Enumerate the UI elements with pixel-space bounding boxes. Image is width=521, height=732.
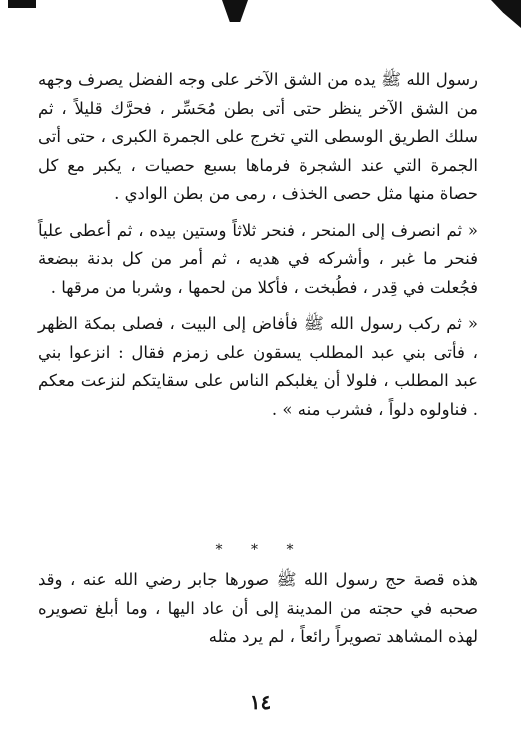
page-body-text bbox=[38, 66, 478, 432]
section-separator: * * * bbox=[215, 542, 306, 558]
scan-edge-mark-left bbox=[8, 0, 36, 8]
paragraph-sacrifice: « ثم انصرف إلى المنحر ، فنحر ثلاثاً وستين بيده ، ثم أعطى علياً فنحر ما غبر ، وأشركه في هديه ، ثم أمر من كل بدنة ببضعة فجُعلت في قِدر ، فطُبخت ، فأكلا من لحمها ، وشربا من مرقها . bbox=[38, 220, 478, 297]
paragraph-jabir-summary: هذه قصة حج رسول الله ﷺ صورها جابر رضي الله عنه ، وقد صحبه في حجته من المدينة إلى أن عاد اليها ، وما أبلغ تصويره لهذه المشاهد تصويراً رائعاً ، لم يرد مثله bbox=[38, 570, 478, 646]
paragraph-ifada-zamzam: « ثم ركب رسول الله ﷺ فأفاض إلى البيت ، فصلى بمكة الظهر ، فأتى بني عبد المطلب يسقون على زمزم فقال : انزعوا بني عبد المطلب ، فلولا أن يغلبكم الناس على سقايتكم لنزعت معكم . فناولوه دلواً ، فشرب منه » . bbox=[38, 314, 478, 419]
page-body-text-continued bbox=[38, 566, 478, 652]
scan-edge-mark-right bbox=[491, 0, 521, 28]
page-number: ١٤ bbox=[249, 690, 272, 714]
paragraph-hajj-jamarat: رسول الله ﷺ يده من الشق الآخر على وجه الفضل يصرف وجهه من الشق الآخر ينظر حتى أتى بطن مُحَسِّر ، فحرَّك قليلاً ، ثم سلك الطريق الوسطى التي تخرج على الجمرة الكبرى ، حتى أتى الجمرة التي عند الشجرة فرماها بسبع حصيات ، يكبر مع كل حصاة منها مثل حصى الخذف ، رمى من بطن الوادي . bbox=[38, 70, 478, 203]
scan-edge-mark-center bbox=[222, 0, 248, 22]
